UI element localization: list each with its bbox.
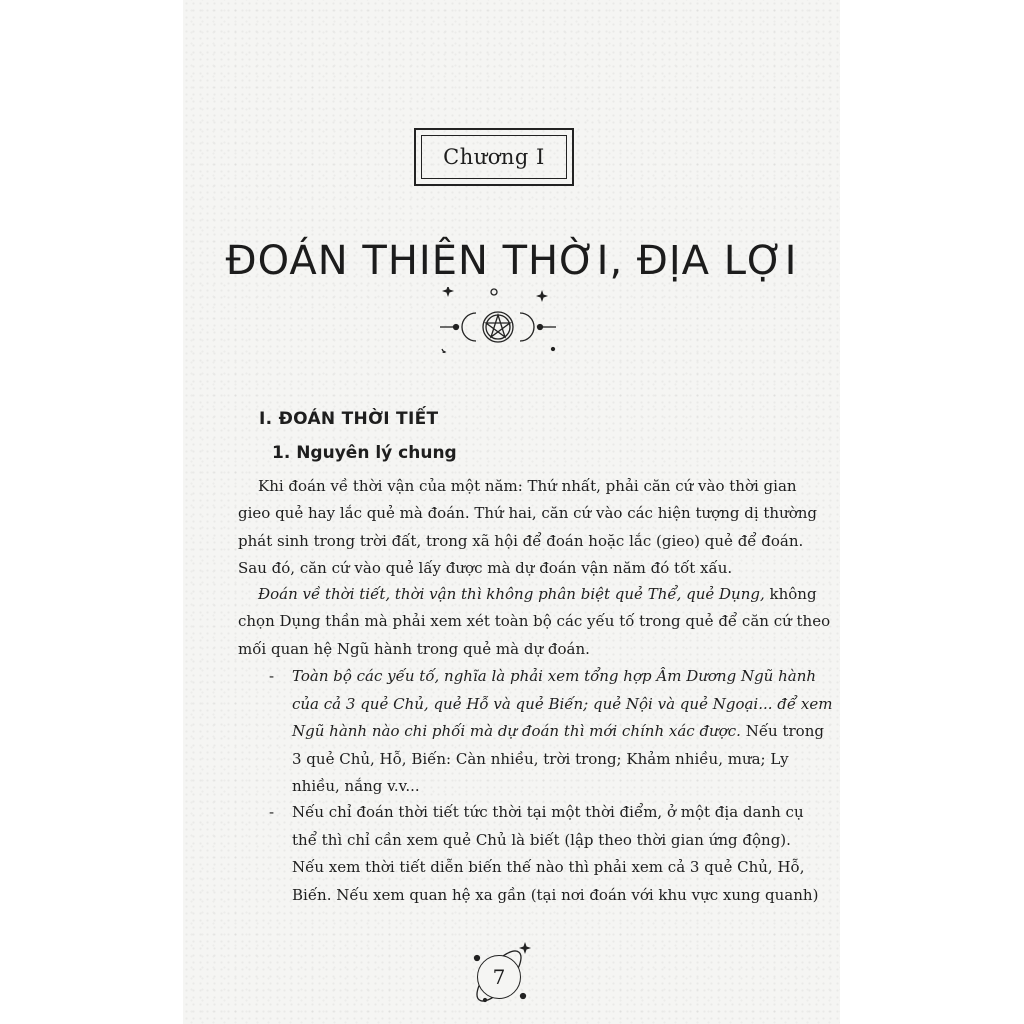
chapter-label: Chương I	[443, 145, 545, 169]
bullet-item-1	[269, 663, 833, 801]
bullet-line: 3 quẻ Chủ, Hỗ, Biến: Càn nhiều, trời trong; Khảm nhiều, mưa; Ly	[292, 749, 789, 768]
paragraph-1	[238, 473, 818, 582]
subsection-heading: 1. Nguyên lý chung	[272, 443, 457, 463]
bullet-dash: -	[269, 803, 275, 821]
italic-text: Ngũ hành nào chi phối mà dự đoán thì mới chính xác được.	[292, 722, 741, 740]
plain-text: không	[764, 585, 817, 603]
chapter-frame	[414, 128, 574, 186]
bullet-line: của cả 3 quẻ Chủ, quẻ Hỗ và quẻ Biến; quẻ Nội và quẻ Ngoại... để xem	[292, 694, 833, 713]
paragraph-line: mối quan hệ Ngũ hành trong quẻ mà dự đoán.	[238, 639, 590, 658]
bullet-line	[272, 718, 824, 746]
chapter-title: ĐOÁN THIÊN THỜI, ĐỊA LỢI	[225, 238, 798, 284]
bullet-line: Nếu chỉ đoán thời tiết tức thời tại một thời điểm, ở một địa danh cụ	[292, 803, 804, 821]
paragraph-line: gieo quẻ hay lắc quẻ mà đoán. Thứ hai, căn cứ vào các hiện tượng dị thường	[238, 504, 818, 523]
paragraph-line: Sau đó, căn cứ vào quẻ lấy được mà dự đoán vận năm đó tốt xấu.	[238, 558, 733, 577]
bullet-item-2	[269, 799, 819, 909]
paragraph-line	[238, 581, 817, 608]
section-heading: I. ĐOÁN THỜI TIẾT	[259, 409, 439, 429]
bullet-line: nhiều, nắng v.v...	[292, 777, 420, 795]
paragraph-line: Khi đoán về thời vận của một năm: Thứ nhất, phải căn cứ vào thời gian	[258, 477, 797, 495]
page-number: 7	[477, 955, 521, 999]
bullet-line: Biến. Nếu xem quan hệ xa gần (tại nơi đoán với khu vực xung quanh)	[292, 885, 819, 904]
bullet-dash: -	[269, 667, 275, 685]
bullet-line: Nếu xem thời tiết diễn biến thế nào thì phải xem cả 3 quẻ Chủ, Hỗ,	[292, 858, 805, 876]
plain-text: Nếu trong	[740, 722, 824, 740]
bullet-line: Toàn bộ các yếu tố, nghĩa là phải xem tổng hợp Âm Dương Ngũ hành	[292, 667, 817, 685]
bullet-line: thể thì chỉ cần xem quẻ Chủ là biết (lập theo thời gian ứng động).	[292, 830, 791, 849]
paragraph-2	[238, 581, 831, 663]
paragraph-line: phát sinh trong trời đất, trong xã hội để đoán hoặc lắc (gieo) quẻ để đoán.	[238, 531, 804, 550]
pentagram-moon-ornament-icon	[438, 287, 558, 353]
paragraph-line: chọn Dụng thần mà phải xem xét toàn bộ các yếu tố trong quẻ để căn cứ theo	[238, 612, 831, 631]
italic-text: Đoán về thời tiết, thời vận thì không phân biệt quẻ Thể, quẻ Dụng,	[258, 585, 765, 603]
